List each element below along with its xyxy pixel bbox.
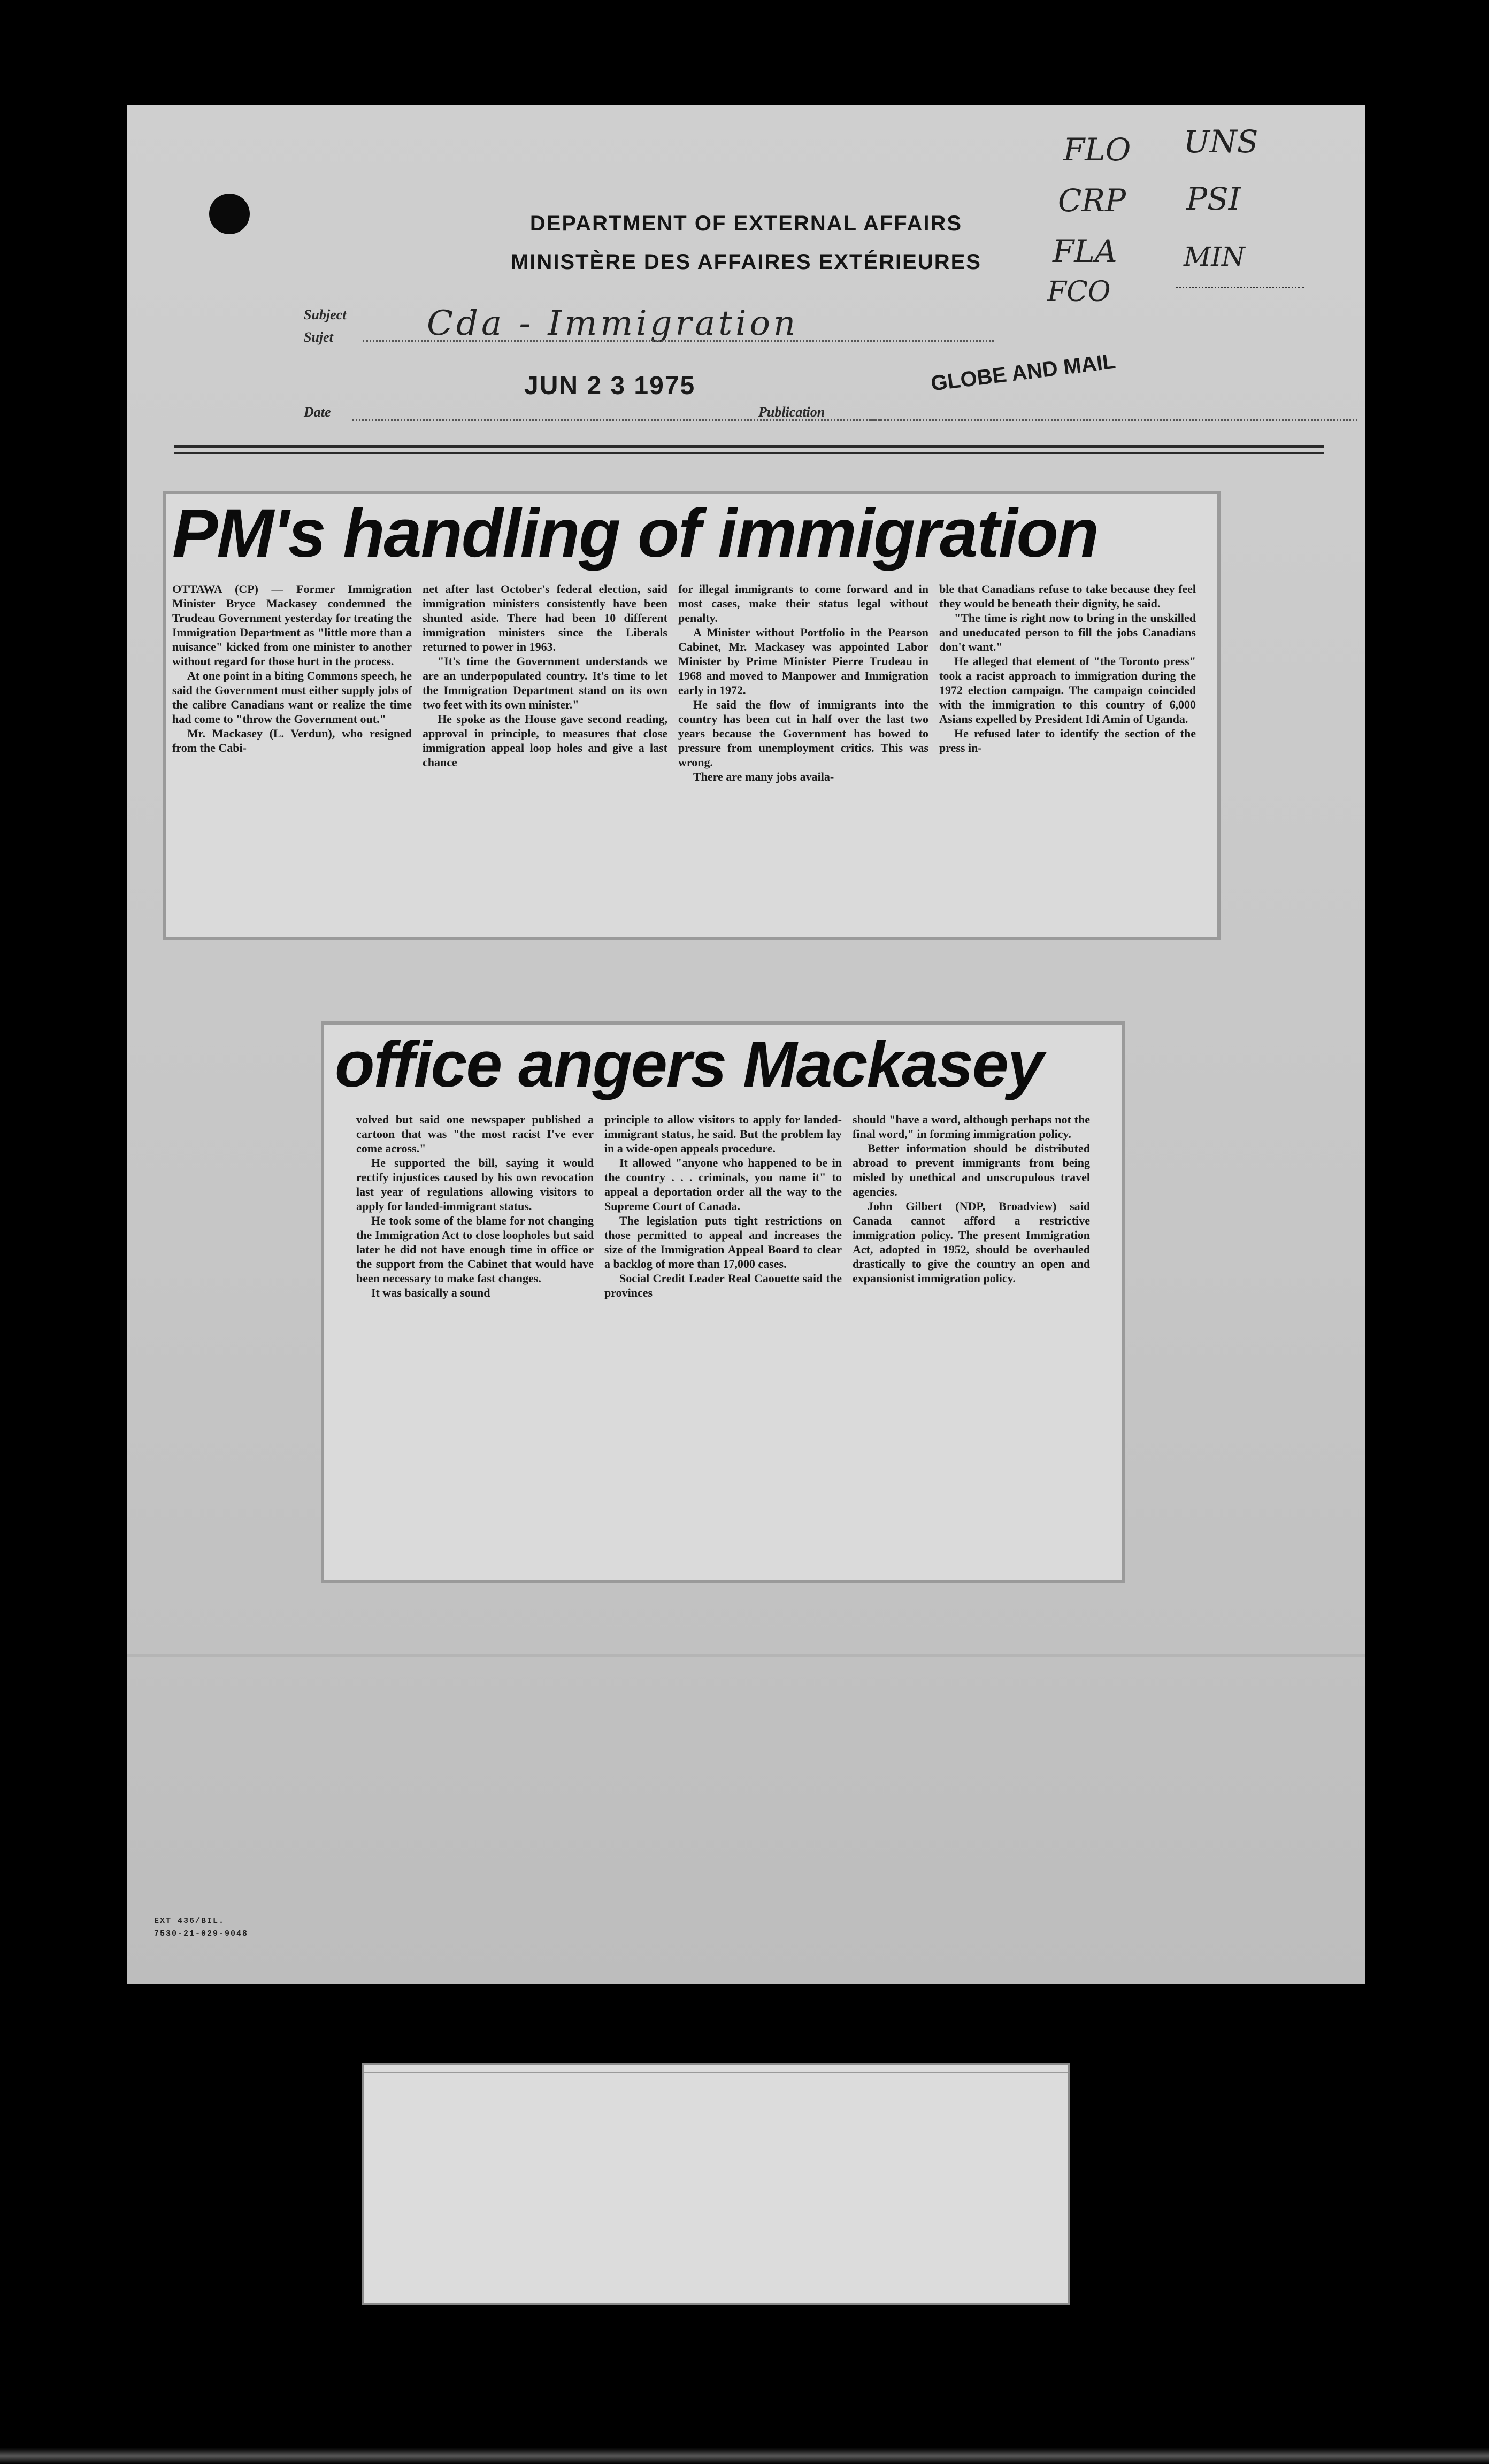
article-column xyxy=(604,1112,842,1572)
article-paragraph: OTTAWA (CP) — Former Immigration Minister Bryce Mackasey condemned the Trudeau Government yesterday for treating the Immigration Department as "little more than a nuisance" kicked from one minister to another without regard for those hurt in the process. xyxy=(172,582,412,668)
article-paragraph: It allowed "anyone who happened to be in the country . . . criminals, you name it" to appeal a deportation order all the way to the Supreme Court of Canada. xyxy=(604,1156,842,1213)
article-column xyxy=(172,582,412,929)
article-column xyxy=(423,582,667,929)
blank-card xyxy=(362,2063,1070,2305)
headline-bottom: office angers Mackasey xyxy=(335,1028,1043,1100)
article-paragraph: The legislation puts tight restrictions on those permitted to appeal and increases the size of the Immigration Appeal Board to clear a backlog of more than 17,000 cases. xyxy=(604,1214,842,1270)
scan-edge xyxy=(0,2448,1489,2464)
publication-dotted-line xyxy=(871,419,1357,421)
handwritten-underline xyxy=(1176,287,1304,288)
subject-label: Subject xyxy=(304,307,347,322)
article-column xyxy=(939,582,1196,929)
news-clipping-bottom xyxy=(321,1021,1125,1583)
publication-label: Publication xyxy=(758,404,825,420)
article-column xyxy=(678,582,928,929)
date-stamp: JUN 2 3 1975 xyxy=(524,372,696,400)
sheet-fold-line xyxy=(127,1654,1365,1657)
publication-stamp: GLOBE AND MAIL xyxy=(930,349,1117,396)
article-paragraph: He supported the bill, saying it would rectify injustices caused by his own revocation last year of regulations allowing visitors to apply for landed-immigrant status. xyxy=(356,1156,594,1213)
form-number: EXT 436/BIL. xyxy=(154,1916,225,1926)
news-clipping-top xyxy=(163,491,1221,940)
headline-top: PM's handling of immigration xyxy=(172,495,1098,572)
handwritten-code: MIN xyxy=(1184,241,1245,272)
article-paragraph: A Minister without Portfolio in the Pearson Cabinet, Mr. Mackasey was appointed Labor Minister by Prime Minister Pierre Trudeau in 1968 and moved to Manpower and Immigration early in 1972. xyxy=(678,626,928,697)
header-rule-thin xyxy=(174,452,1324,454)
article-paragraph: Better information should be distributed abroad to prevent immigrants from being misled by unethical and unscrupulous travel agencies. xyxy=(853,1142,1090,1198)
article-paragraph: "The time is right now to bring in the unskilled and uneducated person to fill the jobs Canadians don't want." xyxy=(939,611,1196,653)
article-paragraph: He took some of the blame for not changing the Immigration Act to close loopholes but said later he did not have enough time in office or the support from the Cabinet that would have been necessary to make fast changes. xyxy=(356,1214,594,1285)
article-paragraph: should "have a word, although perhaps not the final word," in forming immigration policy. xyxy=(853,1113,1090,1141)
article-paragraph: There are many jobs availa- xyxy=(693,770,834,783)
article-column xyxy=(853,1112,1090,1572)
article-paragraph: He alleged that element of "the Toronto press" took a racist approach to immigration during the 1972 election campaign. The campaign coincided with the immigration to this country of 6,000 Asians expelled by President Idi Amin of Uganda. xyxy=(939,654,1196,726)
document-sheet xyxy=(127,105,1365,1984)
handwritten-code: UNS xyxy=(1184,124,1258,160)
article-paragraph: for illegal immigrants to come forward and in most cases, make their status legal without penalty. xyxy=(678,582,928,625)
article-paragraph: "It's time the Government understands we are an underpopulated country. It's time to let the Immigration Department stand on its own two feet with its own minister." xyxy=(423,654,667,711)
department-header-fr: MINISTÈRE DES AFFAIRES EXTÉRIEURES xyxy=(511,250,981,274)
subject-handwriting: Cda - Immigration xyxy=(427,304,799,343)
article-paragraph: It was basically a sound xyxy=(371,1286,490,1299)
date-label: Date xyxy=(304,404,331,420)
article-paragraph: John Gilbert (NDP, Broadview) said Canada cannot afford a restrictive immigration policy. The present Immigration Act, adopted in 1952, should be overhauled drastically to give the country an open and expansionist immigration policy. xyxy=(853,1199,1090,1285)
handwritten-code: FLA xyxy=(1053,233,1117,270)
article-column xyxy=(356,1112,594,1572)
article-paragraph: principle to allow visitors to apply for landed-immigrant status, he said. But the problem lay in a wide-open appeals procedure. xyxy=(604,1113,842,1155)
article-paragraph: Mr. Mackasey (L. Verdun), who resigned from the Cabi- xyxy=(172,727,412,754)
article-paragraph: Social Credit Leader Real Caouette said the provinces xyxy=(604,1272,842,1299)
handwritten-code: CRP xyxy=(1058,182,1126,219)
subject-dotted-line xyxy=(363,340,994,342)
handwritten-code: PSI xyxy=(1186,181,1241,217)
article-paragraph: He said the flow of immigrants into the country has been cut in half over the last two years because the Government has bowed to pressure from unemployment critics. This was wrong. xyxy=(678,698,928,769)
article-paragraph: net after last October's federal election, said immigration ministers consistently have been shunted aside. There had been 10 different immigration ministers since the Liberals returned to power in 1963. xyxy=(423,582,667,653)
handwritten-code: FLO xyxy=(1063,132,1131,168)
article-paragraph: He spoke as the House gave second reading, approval in principle, to measures that close immigration appeal loop holes and give a last chance xyxy=(423,712,667,769)
department-header-en: DEPARTMENT OF EXTERNAL AFFAIRS xyxy=(529,212,963,235)
header-rule-thick xyxy=(174,445,1324,448)
article-paragraph: At one point in a biting Commons speech, he said the Government must either supply jobs of the calibre Canadians want or realize the time had come to "throw the Government out." xyxy=(172,669,412,726)
handwritten-code: FCO xyxy=(1047,276,1111,308)
article-paragraph: ble that Canadians refuse to take because they feel they would be beneath their dignity, he said. xyxy=(939,582,1196,610)
stock-number: 7530-21-029-9048 xyxy=(154,1929,249,1938)
article-paragraph: He refused later to identify the section of the press in- xyxy=(939,727,1196,754)
sujet-label: Sujet xyxy=(304,329,333,345)
article-paragraph: volved but said one newspaper published a cartoon that was "the most racist I've ever come across." xyxy=(356,1113,594,1155)
